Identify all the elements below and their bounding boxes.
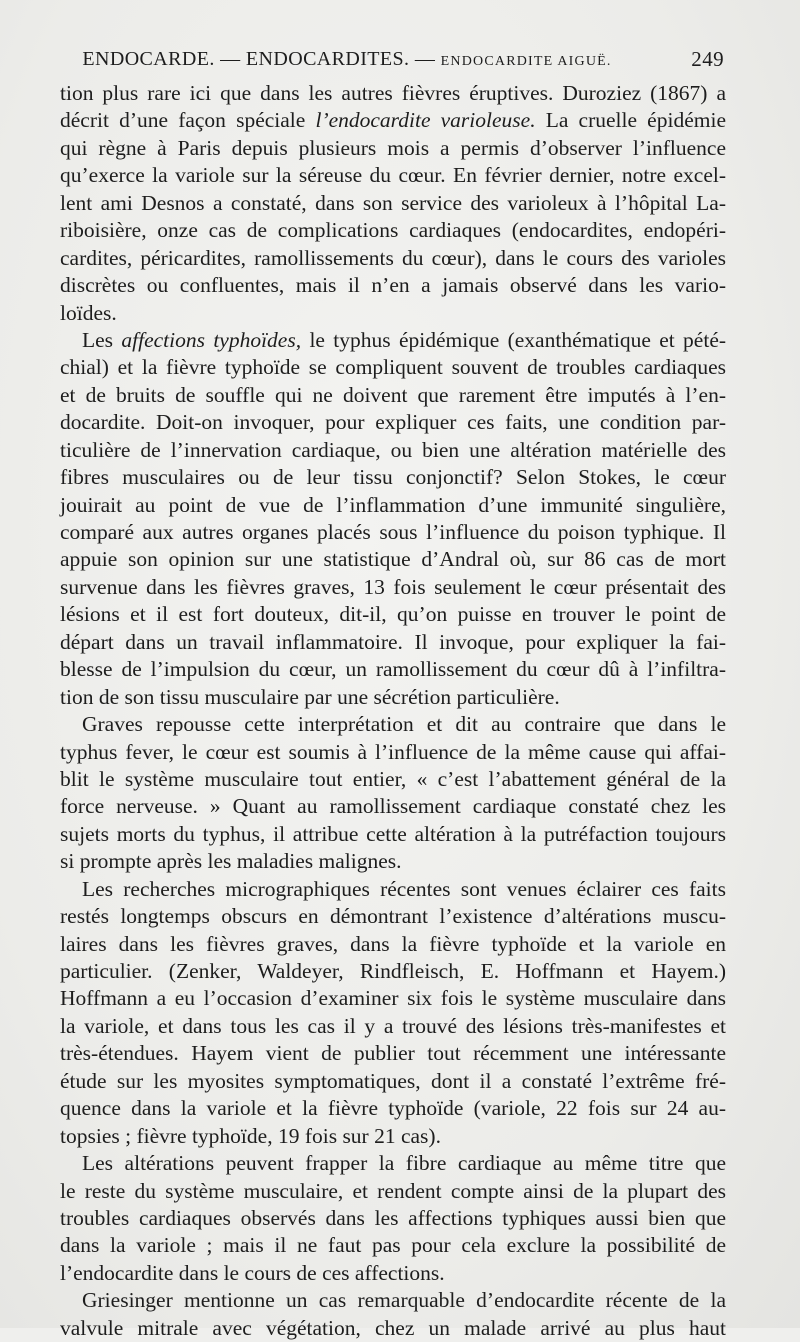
text-line (60, 272, 726, 299)
text-line (60, 766, 726, 793)
text-segment: ticulière de l’innervation cardiaque, ou bien une altération matérielle des (60, 437, 726, 462)
text-segment: dans la variole ; mais il ne faut pas pour cela exclure la possibilité de (60, 1233, 726, 1258)
paragraph (60, 80, 726, 327)
text-segment: appuie son opinion sur une statistique d’Andral où, sur 86 cas de mort (60, 547, 726, 572)
text-line (60, 684, 726, 711)
text-line (60, 821, 726, 848)
text-line (60, 1095, 726, 1122)
text-line (60, 629, 726, 656)
text-segment: valvule mitrale avec végétation, chez un malade arrivé au plus haut (60, 1315, 726, 1340)
text-segment: qu’exerce la variole sur la séreuse du cœur. En février dernier, notre excel- (60, 163, 726, 188)
text-line (60, 848, 726, 875)
text-line (60, 739, 726, 766)
text-line (60, 1315, 726, 1342)
text-segment: le typhus épidémique (exanthématique et pété- (301, 327, 727, 352)
running-header (60, 44, 724, 74)
text-segment: troubles cardiaques observés dans les affections typhiques aussi bien que (60, 1205, 726, 1230)
text-line (60, 135, 726, 162)
text-line (60, 354, 726, 381)
text-line (60, 876, 726, 903)
text-segment: blit le système musculaire tout entier, « c’est l’abattement général de la (60, 766, 726, 791)
text-line (60, 1068, 726, 1095)
text-line (60, 190, 726, 217)
text-segment: lésions et il est fort douteux, dit-il, qu’on puisse en trouver le point de (60, 602, 726, 627)
text-segment: topsies ; fièvre typhoïde, 19 fois sur 21 cas). (60, 1123, 441, 1148)
text-line (60, 1287, 726, 1314)
text-line (60, 464, 726, 491)
text-segment: docardite. Doit-on invoquer, pour expliquer ces faits, une condition par- (60, 410, 726, 435)
paragraph (60, 1150, 726, 1287)
text-line (60, 409, 726, 436)
text-segment: étude sur les myosites symptomatiques, dont il a constaté l’extrême fré- (60, 1068, 726, 1093)
text-segment: discrètes ou confluentes, mais il n’en a jamais observé dans les vario- (60, 273, 726, 298)
text-line (60, 437, 726, 464)
text-segment: si prompte après les maladies malignes. (60, 849, 402, 874)
text-segment: tion plus rare ici que dans les autres fièvres éruptives. Duroziez (1867) a (60, 81, 726, 105)
text-line (60, 931, 726, 958)
paragraph (60, 1287, 726, 1342)
text-segment: le reste du système musculaire, et rendent compte ainsi de la plupart des (60, 1178, 726, 1203)
text-line (60, 492, 726, 519)
running-title-sub: ENDOCARDITE AIGUË. (440, 54, 612, 69)
text-line (60, 574, 726, 601)
text-segment: très-étendues. Hayem vient de publier tout récemment une intéressante (60, 1041, 726, 1066)
text-segment: typhus fever, le cœur est soumis à l’influence de la même cause qui affai- (60, 739, 726, 764)
text-segment: départ dans un travail inflammatoire. Il invoque, pour expliquer la fai- (60, 629, 726, 654)
text-line (60, 217, 726, 244)
text-segment: tion de son tissu musculaire par une sécrétion particulière. (60, 684, 560, 709)
text-line (60, 1013, 726, 1040)
text-line (60, 162, 726, 189)
text-segment: et de bruits de souffle qui ne doivent que rarement être imputés à l’en- (60, 382, 726, 407)
text-line (60, 601, 726, 628)
text-line (60, 1232, 726, 1259)
paragraph (60, 876, 726, 1150)
paragraph (60, 327, 726, 711)
paragraph (60, 711, 726, 876)
text-segment: Hoffmann a eu l’occasion d’examiner six fois le système musculaire dans (60, 986, 726, 1011)
text-segment: Les recherches micrographiques récentes sont venues éclairer ces faits (82, 876, 726, 901)
text-segment: Graves repousse cette interprétation et dit au contraire que dans le (82, 712, 726, 737)
text-line (60, 546, 726, 573)
text-segment: chial) et la fièvre typhoïde se compliquent souvent de troubles cardiaques (60, 355, 726, 380)
text-line (60, 793, 726, 820)
text-line (60, 1178, 726, 1205)
text-segment: jouirait au point de vue de l’inflammation d’une immunité singulière, (60, 492, 726, 517)
text-segment: comparé aux autres organes placés sous l’influence du poison typhique. Il (60, 520, 726, 544)
running-title-main: ENDOCARDE. — ENDOCARDITES. — (82, 48, 436, 70)
text-segment: blesse de l’impulsion du cœur, un ramollissement du cœur dû à l’infiltra- (60, 657, 726, 682)
text-line (60, 1123, 726, 1150)
text-line (60, 80, 726, 107)
text-line (60, 656, 726, 683)
text-line (60, 1205, 726, 1232)
text-segment: décrit d’une façon spéciale (60, 108, 316, 133)
text-line (60, 711, 726, 738)
italic-text: l’endocardite varioleuse. (315, 108, 536, 133)
text-line (60, 985, 726, 1012)
text-segment: Les altérations peuvent frapper la fibre cardiaque au même titre que (82, 1151, 726, 1176)
text-segment: restés longtemps obscurs en démontrant l’existence d’altérations muscu- (60, 904, 726, 929)
text-line (60, 958, 726, 985)
text-line (60, 1260, 726, 1287)
text-segment: la variole, et dans tous les cas il y a trouvé des lésions très-manifestes et (60, 1013, 726, 1038)
text-segment: sujets morts du typhus, il attribue cette altération à la putréfaction toujours (60, 821, 726, 846)
text-segment: qui règne à Paris depuis plusieurs mois a permis d’observer l’influence (60, 135, 726, 160)
italic-text: affections typhoïdes, (121, 327, 302, 352)
body-text (60, 80, 726, 1342)
text-line (60, 382, 726, 409)
text-segment: particulier. (Zenker, Waldeyer, Rindfleisch, E. Hoffmann et Hayem.) (60, 959, 726, 983)
text-segment: cardites, péricardites, ramollissements du cœur), dans le cours des varioles (60, 245, 726, 270)
text-segment: l’endocardite dans le cours de ces affections. (60, 1260, 445, 1285)
text-line (60, 903, 726, 930)
text-line (60, 327, 726, 354)
text-segment: Griesinger mentionne un cas remarquable d’endocardite récente de la (82, 1288, 726, 1313)
running-title (60, 44, 634, 77)
text-line (60, 519, 726, 546)
text-segment: laires dans les fièvres graves, dans la fièvre typhoïde et la variole en (60, 931, 726, 956)
text-segment: La cruelle épidémie (535, 108, 726, 133)
text-segment: loïdes. (60, 300, 117, 325)
text-segment: quence dans la variole et la fièvre typhoïde (variole, 22 fois sur 24 au- (60, 1096, 726, 1121)
text-line (60, 245, 726, 272)
text-segment: Les (82, 327, 122, 352)
text-segment: force nerveuse. » Quant au ramollissement cardiaque constaté chez les (60, 794, 726, 819)
text-segment: riboisière, onze cas de complications cardiaques (endocardites, endopéri- (60, 218, 726, 243)
text-line (60, 1150, 726, 1177)
page-number: 249 (691, 47, 724, 71)
text-line (60, 107, 726, 134)
text-line (60, 1040, 726, 1067)
text-line (60, 300, 726, 327)
text-segment: survenue dans les fièvres graves, 13 fois seulement le cœur présentait des (60, 574, 726, 599)
text-segment: fibres musculaires ou de leur tissu conjonctif? Selon Stokes, le cœur (60, 465, 726, 490)
text-segment: lent ami Desnos a constaté, dans son service des varioleux à l’hôpital La- (60, 190, 726, 215)
